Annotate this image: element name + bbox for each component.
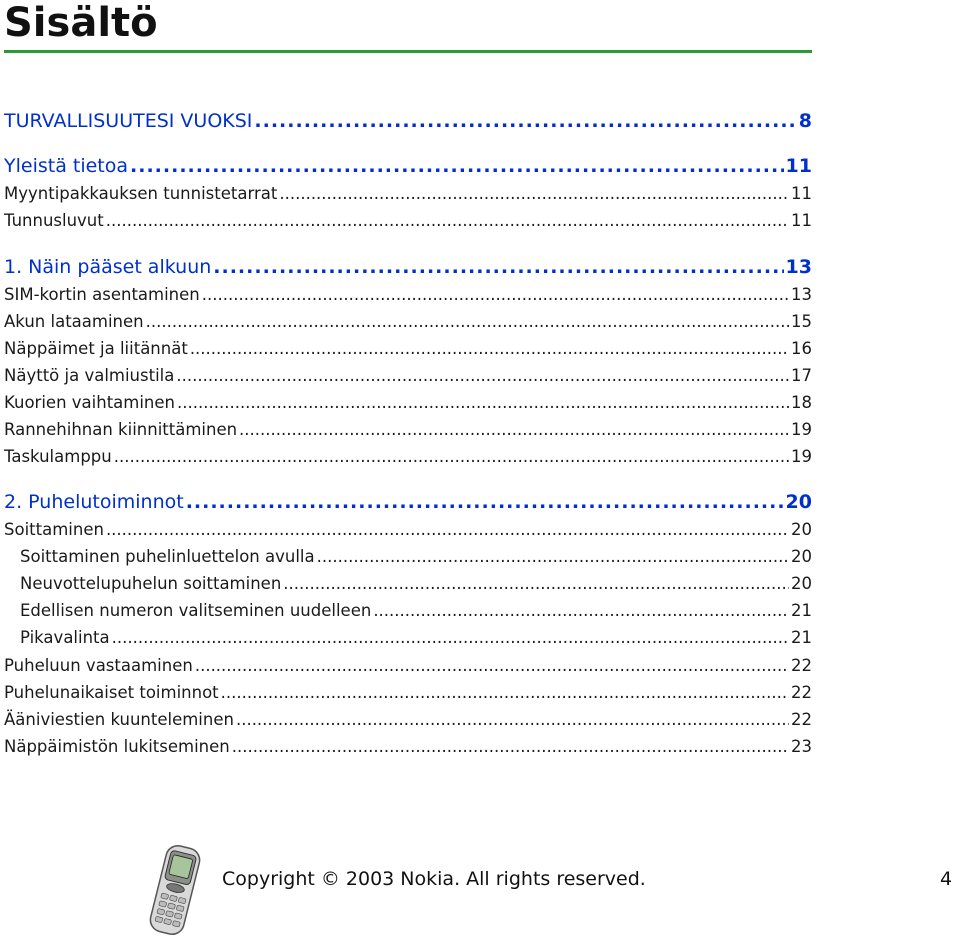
toc-leader: [236, 710, 789, 729]
toc-page-number: 21: [791, 601, 812, 620]
toc-entry[interactable]: [4, 285, 812, 304]
toc-label: 1. Näin pääset alkuun: [4, 256, 212, 278]
toc-leader: [283, 574, 789, 593]
toc-page-number: 11: [791, 211, 812, 230]
toc-leader: [195, 656, 789, 675]
toc-page-number: 21: [791, 628, 812, 647]
copyright-notice: Copyright © 2003 Nokia. All rights reserved.: [222, 868, 646, 890]
toc-label: Akun lataaminen: [4, 312, 144, 331]
toc-leader: [317, 547, 789, 566]
toc-label: Puheluun vastaaminen: [4, 656, 193, 675]
toc-leader: [279, 184, 789, 203]
toc-label: Näyttö ja valmiustila: [4, 366, 175, 385]
toc-label: Taskulamppu: [4, 447, 112, 466]
toc-entry[interactable]: [4, 155, 812, 177]
toc-entry[interactable]: [4, 628, 812, 647]
toc-entry[interactable]: [4, 184, 812, 203]
toc-entry[interactable]: [4, 656, 812, 675]
toc-page-number: 22: [791, 710, 812, 729]
toc-entry[interactable]: [4, 256, 812, 278]
toc-entry[interactable]: [4, 737, 812, 756]
toc-leader: [177, 393, 789, 412]
toc-leader: [190, 339, 789, 358]
toc-leader: [213, 256, 783, 278]
toc-label: Kuorien vaihtaminen: [4, 393, 175, 412]
toc-entry[interactable]: [4, 547, 812, 566]
toc-leader: [130, 155, 784, 177]
toc-leader: [112, 628, 789, 647]
toc-page-number: 16: [791, 339, 812, 358]
toc-entry[interactable]: [4, 710, 812, 729]
toc-leader: [254, 110, 796, 132]
toc-label: Ääniviestien kuunteleminen: [4, 710, 234, 729]
toc-entry[interactable]: [4, 683, 812, 702]
toc-label: 2. Puhelutoiminnot: [4, 491, 184, 513]
toc-page-number: 8: [798, 110, 812, 132]
toc-leader: [114, 447, 789, 466]
toc-page-number: 23: [791, 737, 812, 756]
toc-label: Rannehihnan kiinnittäminen: [4, 420, 238, 439]
toc-label: Yleistä tietoa: [4, 155, 129, 177]
toc-page-number: 11: [791, 184, 812, 203]
toc-leader: [239, 420, 789, 439]
toc-entry[interactable]: [4, 366, 812, 385]
toc-entry[interactable]: [4, 312, 812, 331]
toc-label: TURVALLISUUTESI VUOKSI: [4, 110, 253, 132]
toc-page-number: 20: [791, 520, 812, 539]
toc-page-number: 20: [791, 547, 812, 566]
toc-label: Myyntipakkauksen tunnistetarrat: [4, 184, 278, 203]
toc-page-number: 20: [785, 491, 812, 513]
toc-page-number: 18: [791, 393, 812, 412]
toc-page-number: 15: [791, 312, 812, 331]
toc-entry[interactable]: [4, 339, 812, 358]
toc-entry[interactable]: [4, 520, 812, 539]
toc-page-number: 19: [791, 447, 812, 466]
toc-page-number: 22: [791, 656, 812, 675]
toc-label: Neuvottelupuhelun soittaminen: [20, 574, 282, 593]
toc-entry[interactable]: [4, 491, 812, 513]
toc-page-number: 22: [791, 683, 812, 702]
toc-page-number: 13: [791, 285, 812, 304]
toc-leader: [221, 683, 789, 702]
title-divider: [4, 50, 812, 53]
toc-entry[interactable]: [4, 420, 812, 439]
toc-entry[interactable]: [4, 447, 812, 466]
toc-label: Soittaminen puhelinluettelon avulla: [20, 547, 315, 566]
toc-entry[interactable]: [4, 110, 812, 132]
toc-label: Edellisen numeron valitseminen uudelleen: [20, 601, 372, 620]
toc-label: Soittaminen: [4, 520, 104, 539]
toc-leader: [176, 366, 789, 385]
page-title: Sisältö: [4, 0, 158, 46]
toc-entry[interactable]: [4, 393, 812, 412]
toc-leader: [106, 211, 789, 230]
page-number: 4: [940, 868, 953, 890]
toc-page-number: 20: [791, 574, 812, 593]
toc-page-number: 19: [791, 420, 812, 439]
toc-leader: [146, 312, 789, 331]
toc-page-number: 13: [785, 256, 812, 278]
toc-entry[interactable]: [4, 601, 812, 620]
toc-label: Näppäimistön lukitseminen: [4, 737, 230, 756]
toc-page-number: 17: [791, 366, 812, 385]
phone-illustration-icon: [140, 842, 210, 938]
toc-entry[interactable]: [4, 211, 812, 230]
toc-leader: [373, 601, 789, 620]
toc-label: Puhelunaikaiset toiminnot: [4, 683, 219, 702]
toc-page-number: 11: [785, 155, 812, 177]
toc-entry[interactable]: [4, 574, 812, 593]
toc-leader: [232, 737, 789, 756]
toc-label: Tunnusluvut: [4, 211, 104, 230]
toc-leader: [106, 520, 789, 539]
toc-leader: [186, 491, 784, 513]
toc-label: Pikavalinta: [20, 628, 110, 647]
toc-label: SIM-kortin asentaminen: [4, 285, 200, 304]
toc-label: Näppäimet ja liitännät: [4, 339, 188, 358]
toc-leader: [202, 285, 789, 304]
